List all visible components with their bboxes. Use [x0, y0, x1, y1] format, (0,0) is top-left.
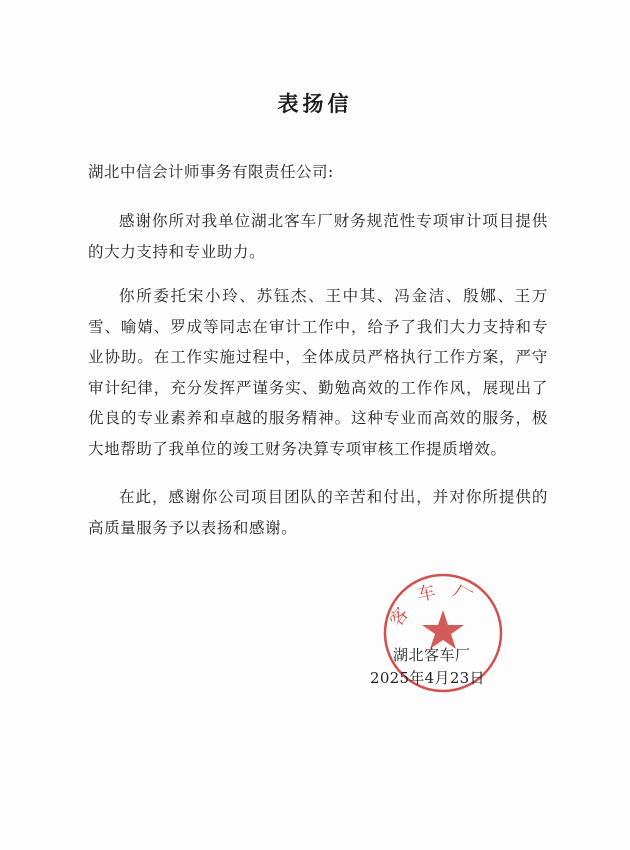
- seal-text: 客车厂: [385, 578, 488, 631]
- letter-salutation: 湖北中信会计师事务有限责任公司:: [88, 163, 334, 181]
- signature-date: 2025年4月23日: [370, 669, 485, 687]
- letter-paragraph: 感谢你所对我单位湖北客车厂财务规范性专项审计项目提供的大力支持和专业助力。: [88, 212, 548, 261]
- signature-organization: 湖北客车厂: [393, 646, 471, 664]
- letter-paragraph: 在此，感谢你公司项目团队的辛苦和付出，并对你所提供的高质量服务予以表扬和感谢。: [88, 488, 548, 537]
- letter-title: 表扬信: [277, 91, 353, 116]
- letter-paragraph: 你所委托宋小玲、苏钰杰、王中其、冯金洁、殷娜、王万雪、喻婧、罗成等同志在审计工作中，给予了我们大力支持和专业协助。在工作实施过程中，全体成员严格执行工作方案，严守审计纪律，充分发挥严谨务实、勤勉高效的工作作风，展现出了优良的专业素养和卓越的服务精神。这种专业而高效的服务，极大地帮助了我单位的竣工财务决算专项审核工作提质增效。: [88, 287, 548, 458]
- svg-text:客车厂: [386, 579, 487, 631]
